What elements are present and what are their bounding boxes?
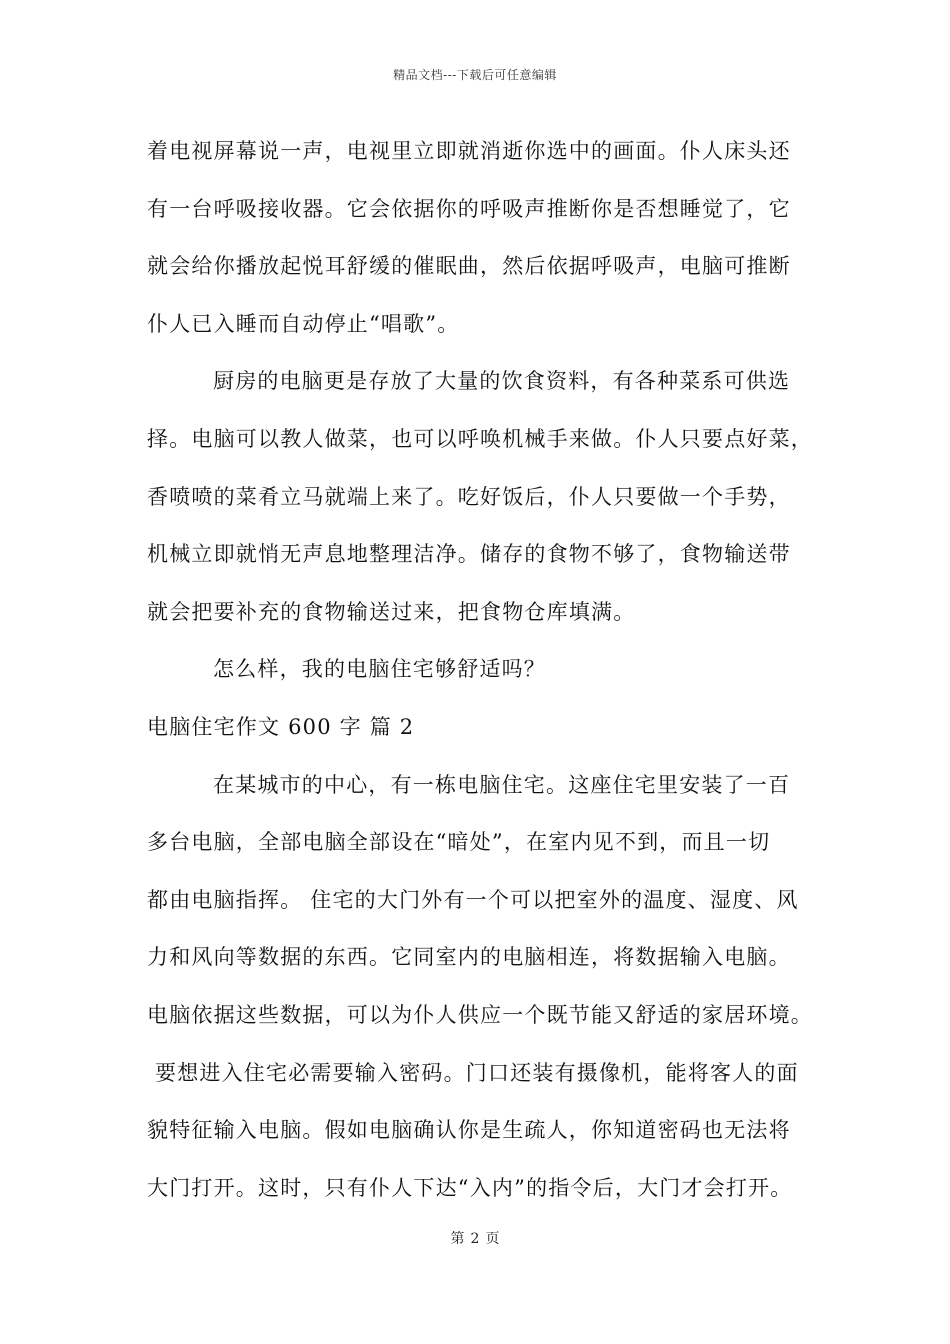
body-text [147, 128, 837, 1222]
text-line: 机械立即就悄无声息地整理洁净。储存的食物不够了，食物输送带 [147, 542, 791, 567]
page-header: 精品文档---下载后可任意编辑 [393, 68, 557, 82]
text-line: 力和风向等数据的东西。它同室内的电脑相连，将数据输入电脑。 [147, 945, 791, 970]
page-footer [0, 1228, 950, 1248]
text-line: 多台电脑，全部电脑全部设在“暗处”，在室内见不到，而且一切 [147, 830, 771, 855]
text-line: 貌特征输入电脑。假如电脑确认你是生疏人，你知道密码也无法将 [147, 1118, 791, 1143]
text-line: 电脑依据这些数据，可以为仆人供应一个既节能又舒适的家居环境。 [147, 1002, 813, 1027]
section-heading: 电脑住宅作文 600 字 篇 2 [147, 714, 415, 739]
paragraph-start-line: 厨房的电脑更是存放了大量的饮食资料，有各种菜系可供选 [213, 369, 791, 394]
paragraph-start-line: 在某城市的中心，有一栋电脑住宅。这座住宅里安装了一百 [213, 772, 791, 797]
text-line: 都由电脑指挥。 住宅的大门外有一个可以把室外的温度、湿度、风 [147, 887, 799, 912]
page-label-prefix: 第 [450, 1231, 465, 1247]
text-line: 仆人已入睡而自动停止“唱歌”。 [147, 311, 460, 336]
text-line: 有一台呼吸接收器。它会依据你的呼吸声推断你是否想睡觉了，它 [147, 196, 791, 221]
text-line: 就会给你播放起悦耳舒缓的催眠曲，然后依据呼吸声，电脑可推断 [147, 254, 791, 279]
page-label-suffix: 页 [485, 1231, 500, 1247]
text-line: 香喷喷的菜肴立马就端上来了。吃好饭后，仆人只要做一个手势， [147, 484, 791, 509]
text-line: 着电视屏幕说一声，电视里立即就消逝你选中的画面。仆人床头还 [147, 139, 791, 163]
text-line: 就会把要补充的食物输送过来，把食物仓库填满。 [147, 599, 636, 624]
page-number: 2 [470, 1231, 480, 1247]
paragraph-start-line: 怎么样，我的电脑住宅够舒适吗？ [213, 657, 546, 682]
text-line: 要想进入住宅必需要输入密码。门口还装有摄像机，能将客人的面 [155, 1060, 799, 1085]
text-line: 择。电脑可以教人做菜，也可以呼唤机械手来做。仆人只要点好菜， [147, 426, 813, 451]
text-line: 大门打开。这时，只有仆人下达“入内”的指令后，大门才会打开。 [147, 1175, 793, 1200]
